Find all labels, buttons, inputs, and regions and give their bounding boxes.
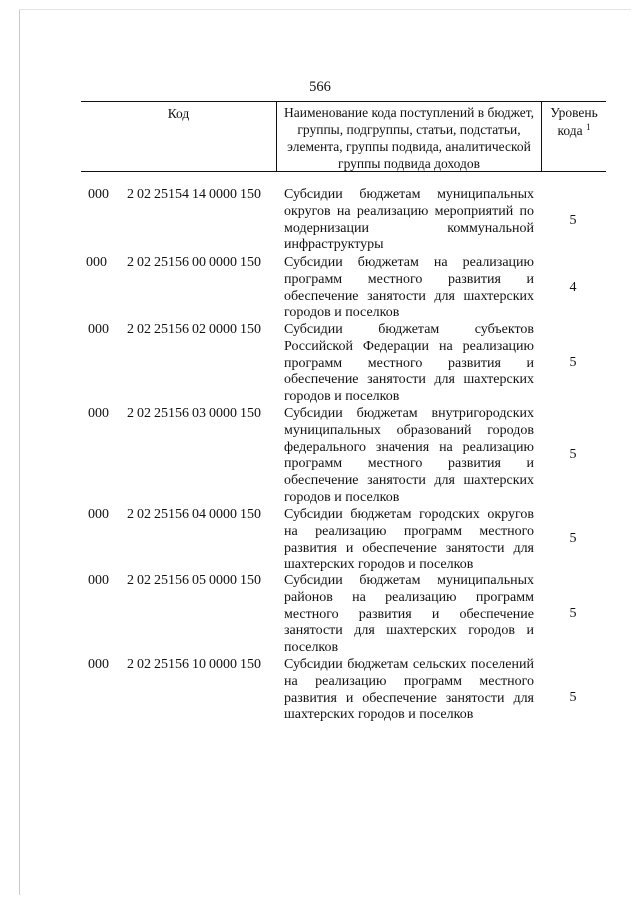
header-level-line1: Уровень [550,105,598,120]
header-level-footnote: 1 [585,122,591,132]
row-admin-code: 000 [86,255,107,270]
header-code: Код [81,102,277,171]
page-number: 566 [309,79,331,95]
row-admin-code: 000 [88,187,109,202]
header-level [542,102,606,171]
row-code: 2 02 25156 00 0000 150 [127,255,261,270]
row-code: 2 02 25156 05 0000 150 [127,573,261,588]
row-level: 4 [569,280,577,295]
page-edge-left [19,10,20,895]
row-level: 5 [569,531,577,546]
table-header [81,101,606,172]
row-admin-code: 000 [88,573,109,588]
row-name: Субсидии бюджетам на реализацию программ местного развития и обеспечение занятости для шахтерских городов и поселков [284,255,534,321]
row-code: 2 02 25156 04 0000 150 [127,507,261,522]
row-code: 2 02 25156 03 0000 150 [127,406,261,421]
row-level: 5 [569,606,577,621]
row-level: 5 [569,213,577,228]
row-name: Субсидии бюджетам сельских поселений на реализацию программ местного развития и обеспечение занятости для шахтерских городов и поселков [284,657,534,723]
row-code: 2 02 25156 10 0000 150 [127,657,261,672]
row-admin-code: 000 [88,406,109,421]
row-code: 2 02 25154 14 0000 150 [127,187,261,202]
row-admin-code: 000 [88,507,109,522]
page-edge-top [19,9,631,10]
row-name: Субсидии бюджетам муниципальных округов на реализацию мероприятий по модернизации коммунальной инфраструктуры [284,187,534,253]
row-name: Субсидии бюджетам внутригородских муниципальных образований городов федерального значения на реализацию программ местного развития и обеспечение занятости для шахтерских городов и поселков [284,406,534,505]
row-code: 2 02 25156 02 0000 150 [127,322,261,337]
row-level: 5 [569,355,577,370]
row-level: 5 [569,690,577,705]
header-level-word: кода [557,123,583,138]
row-admin-code: 000 [88,322,109,337]
row-name: Субсидии бюджетам субъектов Российской Федерации на реализацию программ местного развития и обеспечение занятости для шахтерских городов и поселков [284,322,534,405]
row-admin-code: 000 [88,657,109,672]
header-name: Наименование кода поступлений в бюджет, группы, подгруппы, статьи, подстатьи, элемента, группы подвида, аналитической группы подвида доходов [277,102,542,171]
header-level-line2 [542,122,606,140]
row-level: 5 [569,447,577,462]
row-name: Субсидии бюджетам городских округов на реализацию программ местного развития и обеспечение занятости для шахтерских городов и поселков [284,507,534,573]
row-name: Субсидии бюджетам муниципальных районов на реализацию программ местного развития и обеспечение занятости для шахтерских городов и поселков [284,573,534,656]
